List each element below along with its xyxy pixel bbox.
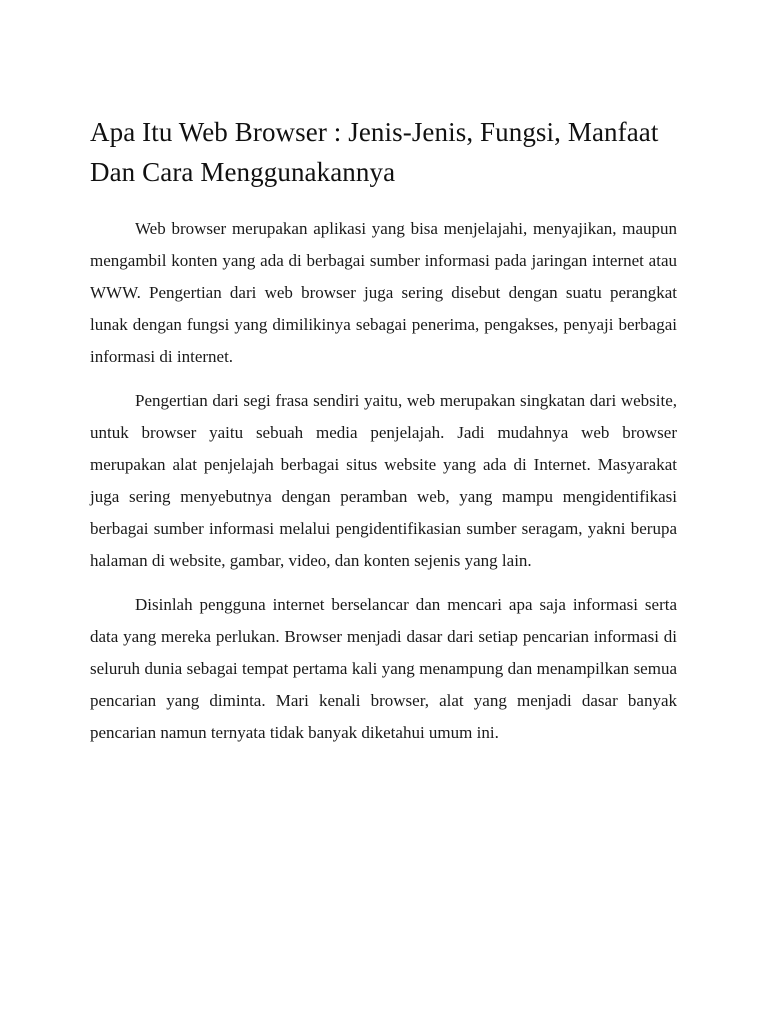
document-page xyxy=(90,112,677,749)
document-title: Apa Itu Web Browser : Jenis-Jenis, Fungsi, Manfaat Dan Cara Menggunakannya xyxy=(90,117,659,187)
paragraph-definition: Web browser merupakan aplikasi yang bisa menjelajahi, menyajikan, maupun mengambil konten yang ada di berbagai sumber informasi pada jaringan internet atau WWW. Pengertian dari web browser juga sering disebut dengan suatu perangkat lunak dengan fungsi yang dimilikinya sebagai penerima, pengakses, penyaji berbagai informasi di internet. xyxy=(90,219,677,366)
paragraph-phrase-meaning: Pengertian dari segi frasa sendiri yaitu, web merupakan singkatan dari website, untuk browser yaitu sebuah media penjelajah. Jadi mudahnya web browser merupakan alat penjelajah berbagai situs website yang ada di Internet. Masyarakat juga sering menyebutnya dengan peramban web, yang mampu mengidentifikasi berbagai sumber informasi melalui pengidentifikasian sumber seragam, yakni berupa halaman di website, gambar, video, dan konten sejenis yang lain. xyxy=(90,391,677,570)
paragraph-browsing-usage: Disinlah pengguna internet berselancar dan mencari apa saja informasi serta data yang mereka perlukan. Browser menjadi dasar dari setiap pencarian informasi di seluruh dunia sebagai tempat pertama kali yang menampung dan menampilkan semua pencarian yang diminta. Mari kenali browser, alat yang menjadi dasar banyak pencarian namun ternyata tidak banyak diketahui umum ini. xyxy=(90,595,677,742)
